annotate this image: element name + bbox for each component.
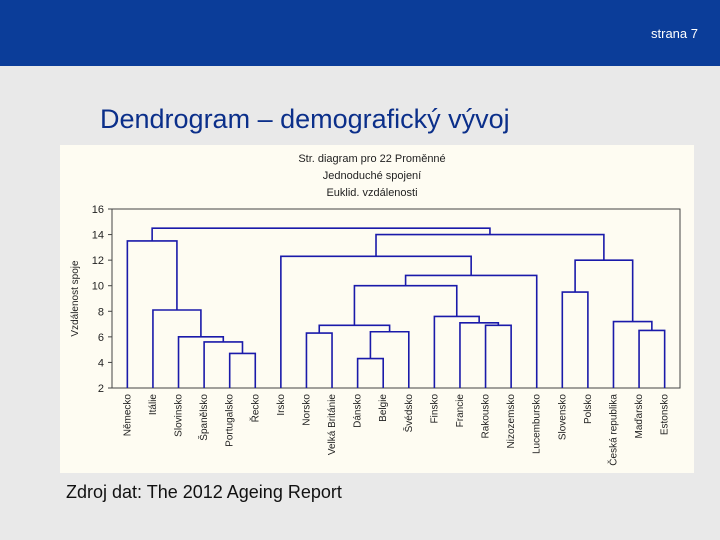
- leaf-label: Estonsko: [659, 394, 671, 436]
- dendrogram-link: [354, 286, 456, 326]
- dendrogram-link: [562, 292, 588, 388]
- chart-title-line: Str. diagram pro 22 Proměnné: [298, 153, 446, 165]
- dendrogram-link: [204, 342, 242, 388]
- chart-title-line: Jednoduché spojení: [322, 170, 422, 182]
- dendrogram-link: [406, 275, 537, 388]
- y-tick-label: 12: [91, 255, 104, 268]
- dendrogram-link: [613, 322, 651, 388]
- dendrogram-link: [153, 310, 201, 388]
- y-tick-label: 16: [91, 204, 104, 216]
- y-tick-label: 8: [97, 306, 104, 319]
- leaf-label: Finsko: [429, 394, 441, 424]
- dendrogram-link: [370, 332, 408, 388]
- leaf-label: Řecko: [250, 394, 262, 423]
- dendrogram-link: [639, 330, 665, 388]
- chart-title-line: Euklid. vzdálenosti: [326, 187, 418, 199]
- leaf-label: Norsko: [301, 394, 313, 426]
- leaf-label: Německo: [122, 394, 134, 437]
- dendrogram-chart: [60, 145, 694, 473]
- leaf-label: Velká Británie: [327, 394, 339, 456]
- leaf-label: Česká republika: [608, 394, 620, 466]
- y-tick-label: 4: [97, 357, 104, 370]
- leaf-label: Švédsko: [403, 394, 415, 433]
- leaf-label: Nizozemsko: [506, 394, 518, 449]
- leaf-label: Slovensko: [557, 394, 569, 441]
- page-number: strana 7: [651, 26, 698, 41]
- dendrogram-link: [575, 260, 633, 321]
- plot-frame: [112, 209, 680, 388]
- y-tick-label: 14: [91, 229, 104, 242]
- dendrogram-link: [460, 323, 498, 388]
- y-tick-label: 2: [97, 383, 104, 395]
- dendrogram-link: [358, 359, 384, 388]
- dendrogram-link: [179, 337, 224, 388]
- leaf-label: Rakousko: [480, 394, 492, 439]
- header-bar: [0, 0, 720, 66]
- leaf-label: Irsko: [275, 394, 287, 416]
- dendrogram-link: [434, 316, 479, 388]
- leaf-label: Itálie: [147, 394, 159, 416]
- leaf-label: Slovinsko: [173, 394, 185, 437]
- leaf-label: Dánsko: [352, 394, 364, 428]
- dendrogram-link: [230, 353, 256, 388]
- leaf-label: Portugalsko: [224, 394, 236, 447]
- y-tick-label: 6: [97, 331, 104, 344]
- leaf-label: Francie: [454, 394, 466, 428]
- leaf-label: Lucembursko: [531, 394, 543, 455]
- dendrogram-link: [486, 325, 512, 388]
- dendrogram-figure: [60, 145, 694, 473]
- leaf-label: Maďarsko: [634, 394, 646, 439]
- leaf-label: Polsko: [582, 394, 594, 425]
- y-axis-label: Vzdálenost spoje: [70, 260, 81, 337]
- y-tick-label: 10: [91, 280, 104, 293]
- data-source-note: Zdroj dat: The 2012 Ageing Report: [66, 482, 342, 502]
- leaf-label: Belgie: [378, 394, 390, 422]
- slide-title: Dendrogram – demografický vývoj: [100, 104, 510, 134]
- dendrogram-link: [306, 333, 332, 388]
- leaf-label: Španělsko: [199, 394, 211, 441]
